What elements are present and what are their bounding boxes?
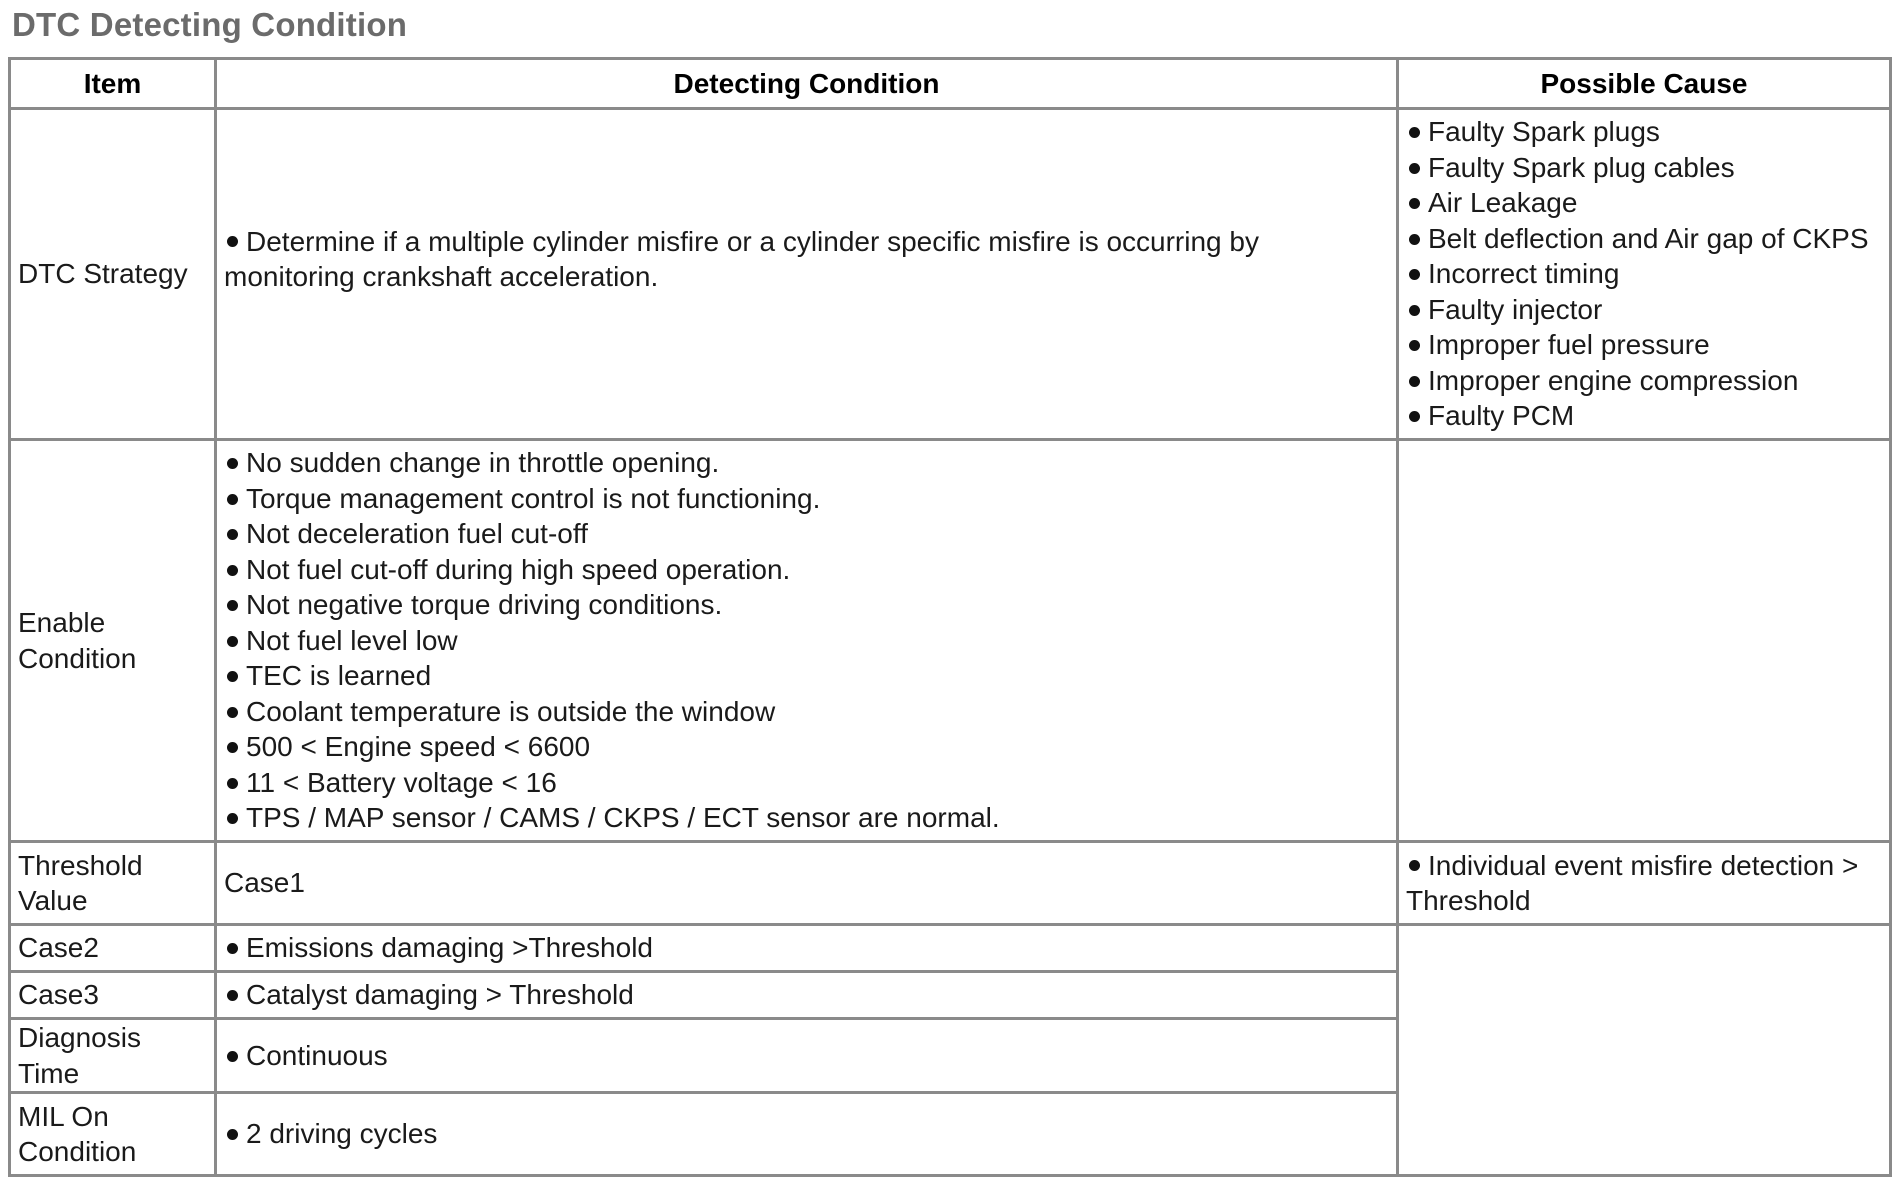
item-threshold-value: Threshold Value — [10, 842, 216, 925]
list-item: Continuous — [224, 1038, 1389, 1074]
item-diagnosis-time: Diagnosis Time — [10, 1019, 216, 1093]
row-case2 — [10, 925, 1891, 972]
page-title: DTC Detecting Condition — [12, 6, 408, 43]
condition-mil-on-condition — [216, 1093, 1398, 1176]
table-header-row — [10, 59, 1891, 109]
bullet-icon — [227, 236, 238, 247]
possible-cause-enable-condition — [1398, 440, 1891, 842]
condition-enable-condition — [216, 440, 1398, 842]
possible-cause-merged-empty — [1398, 925, 1891, 1176]
possible-cause-text: Individual event misfire detection > Threshold — [1406, 849, 1859, 916]
list-item: 11 < Battery voltage < 16 — [224, 765, 1389, 801]
list-item: Improper fuel pressure — [1406, 327, 1882, 363]
condition-case2 — [216, 925, 1398, 972]
list-item: Faulty Spark plug cables — [1406, 150, 1882, 186]
list-item: Emissions damaging >Threshold — [224, 930, 1389, 966]
list-item: Faulty PCM — [1406, 398, 1882, 434]
header-possible-cause: Possible Cause — [1398, 59, 1891, 109]
dtc-detecting-condition-table — [8, 57, 1892, 1177]
case2-list — [224, 930, 1389, 966]
list-item: Incorrect timing — [1406, 256, 1882, 292]
list-item: 500 < Engine speed < 6600 — [224, 729, 1389, 765]
enable-condition-list — [224, 445, 1389, 836]
condition-text: Determine if a multiple cylinder misfire or a cylinder specific misfire is occurring by monitoring crankshaft acceleration. — [224, 225, 1259, 292]
item-case3: Case3 — [10, 972, 216, 1019]
item-case2: Case2 — [10, 925, 216, 972]
row-enable-condition — [10, 440, 1891, 842]
condition-dtc-strategy — [216, 109, 1398, 440]
list-item: Improper engine compression — [1406, 363, 1882, 399]
case3-list — [224, 977, 1389, 1013]
possible-cause-threshold-value — [1398, 842, 1891, 925]
list-item: No sudden change in throttle opening. — [224, 445, 1389, 481]
item-dtc-strategy: DTC Strategy — [10, 109, 216, 440]
diagnosis-time-list — [224, 1038, 1389, 1074]
list-item: Not fuel cut-off during high speed operation. — [224, 552, 1389, 588]
item-mil-on-condition: MIL On Condition — [10, 1093, 216, 1176]
list-item: TEC is learned — [224, 658, 1389, 694]
list-item: Not fuel level low — [224, 623, 1389, 659]
bullet-icon — [1409, 860, 1420, 871]
list-item: Faulty Spark plugs — [1406, 114, 1882, 150]
header-item: Item — [10, 59, 216, 109]
list-item: Torque management control is not functioning. — [224, 481, 1389, 517]
list-item: Not negative torque driving conditions. — [224, 587, 1389, 623]
condition-threshold-value: Case1 — [216, 842, 1398, 925]
condition-case3 — [216, 972, 1398, 1019]
header-detecting-condition: Detecting Condition — [216, 59, 1398, 109]
list-item: Catalyst damaging > Threshold — [224, 977, 1389, 1013]
row-dtc-strategy — [10, 109, 1891, 440]
list-item: Faulty injector — [1406, 292, 1882, 328]
possible-cause-dtc-strategy — [1398, 109, 1891, 440]
list-item: TPS / MAP sensor / CAMS / CKPS / ECT sensor are normal. — [224, 800, 1389, 836]
list-item: Air Leakage — [1406, 185, 1882, 221]
item-enable-condition: Enable Condition — [10, 440, 216, 842]
mil-on-condition-list — [224, 1116, 1389, 1152]
list-item: Coolant temperature is outside the window — [224, 694, 1389, 730]
condition-diagnosis-time — [216, 1019, 1398, 1093]
list-item: Not deceleration fuel cut-off — [224, 516, 1389, 552]
list-item: Belt deflection and Air gap of CKPS — [1406, 221, 1882, 257]
row-threshold-value — [10, 842, 1891, 925]
list-item: 2 driving cycles — [224, 1116, 1389, 1152]
possible-cause-list — [1406, 114, 1882, 434]
